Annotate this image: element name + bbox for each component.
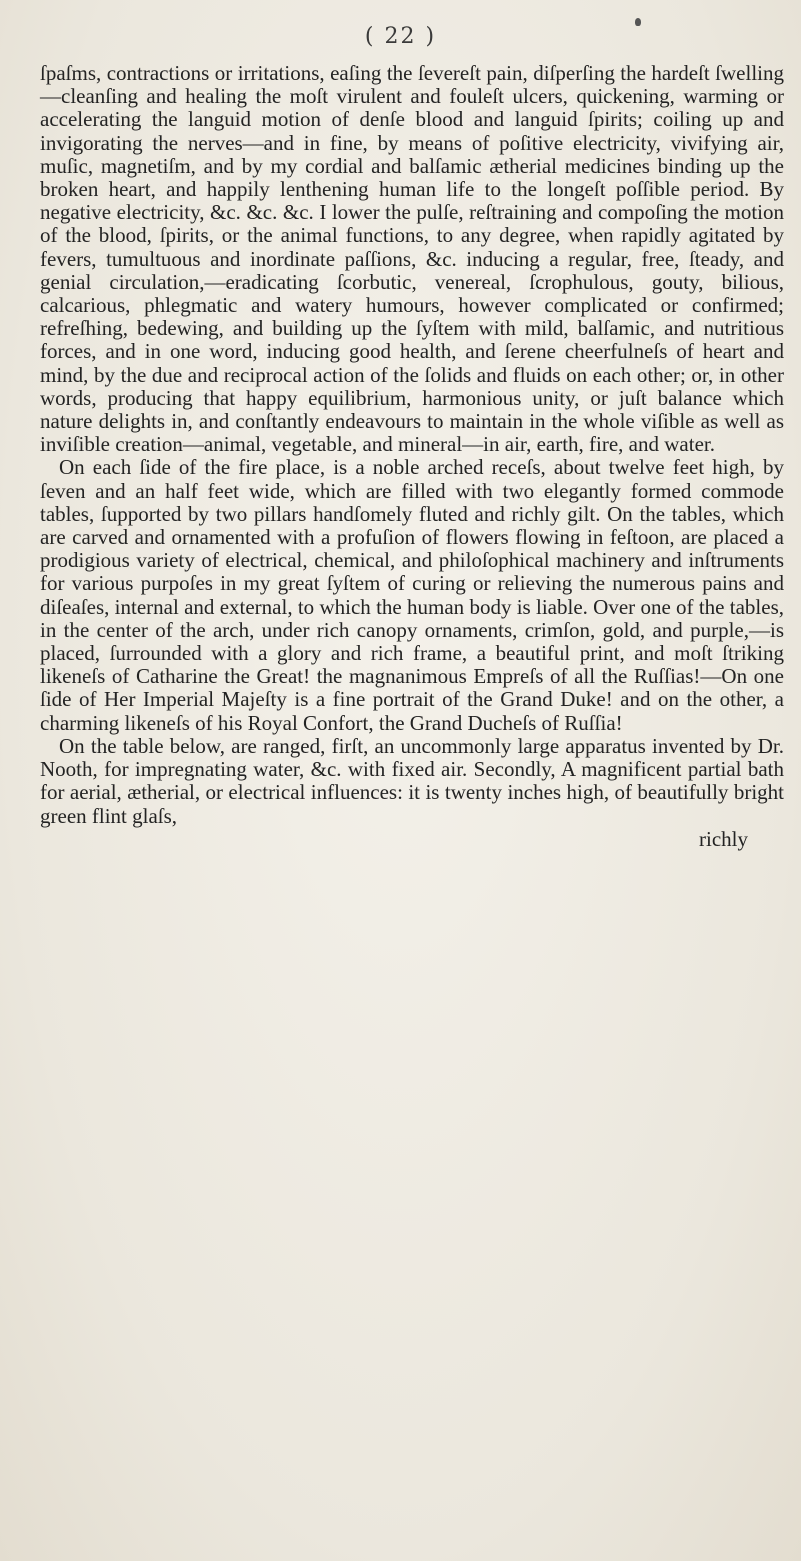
- paragraph-2: On each ſide of the fire place, is a noble arched receſs, about twelve feet high, by ſeven and an half feet wide, which are filled with two elegantly formed commode tables, ſupported by two pillars handſomely fluted and richly gilt. On the tables, which are carved and ornamented with a profuſion of flowers flowing in feſtoon, are placed a prodigious variety of electrical, chemical, and philoſophical machinery and inſtruments for various purpoſes in my great ſyſtem of curing or relieving the numerous pains and diſeaſes, internal and external, to which the human body is liable. Over one of the tables, in the center of the arch, under rich canopy ornaments, crimſon, gold, and purple,—is placed, ſurrounded with a glory and rich frame, a beautiful print, and moſt ſtriking likeneſs of Catharine the Great! the magnanimous Empreſs of all the Ruſſias!—On one ſide of Her Imperial Majeſty is a fine portrait of the Grand Duke! and on the other, a charming likeneſs of his Royal Confort, the Grand Ducheſs of Ruſſia!: [40, 455, 784, 735]
- paragraph-1: ſpaſms, contractions or irritations, eaſing the ſevereſt pain, diſperſing the hardeſt ſwelling—cleanſing and healing the moſt virulent and fouleſt ulcers, quickening, warming or accelerating the languid motion of denſe blood and languid ſpirits; coiling up and invigorating the nerves—and in fine, by means of poſitive electricity, vivifying air, muſic, magnetiſm, and by my cordial and balſamic ætherial medicines binding up the broken heart, and happily lenthening human life to the longeſt poſſible period. By negative electricity, &c. &c. &c. I lower the pulſe, reſtraining and compoſing the motion of the blood, ſpirits, or the animal functions, to any degree, when rapidly agitated by fevers, tumultuous and inordinate paſſions, &c. inducing a regular, free, ſteady, and genial circulation,—eradicating ſcorbutic, venereal, ſcrophulous, gouty, bilious, calcarious, phlegmatic and watery humours, however complicated or confirmed; refreſhing, bedewing, and building up the ſyſtem with mild, balſamic, and nutritious forces, and in one word, inducing good health, and ſerene cheerfulneſs of heart and mind, by the due and reciprocal action of the ſolids and fluids on each other; or, in other words, producing that happy equilibrium, harmonious unity, or juſt balance which nature delights in, and conſtantly endeavours to maintain in the whole viſible as well as inviſible creation—animal, vegetable, and mineral—in air, earth, fire, and water.: [40, 61, 784, 457]
- catchword: richly: [699, 826, 748, 851]
- page-body: [40, 62, 784, 851]
- page-number: ( 22 ): [364, 24, 437, 49]
- paragraph-3: On the table below, are ranged, firſt, an uncommonly large apparatus invented by Dr. Nooth, for impregnating water, &c. with fixed air. Secondly, A magnificent partial bath for aerial, ætherial, or electrical influences: it is twenty inches high, of beautifully bright green flint glaſs,: [40, 733, 784, 828]
